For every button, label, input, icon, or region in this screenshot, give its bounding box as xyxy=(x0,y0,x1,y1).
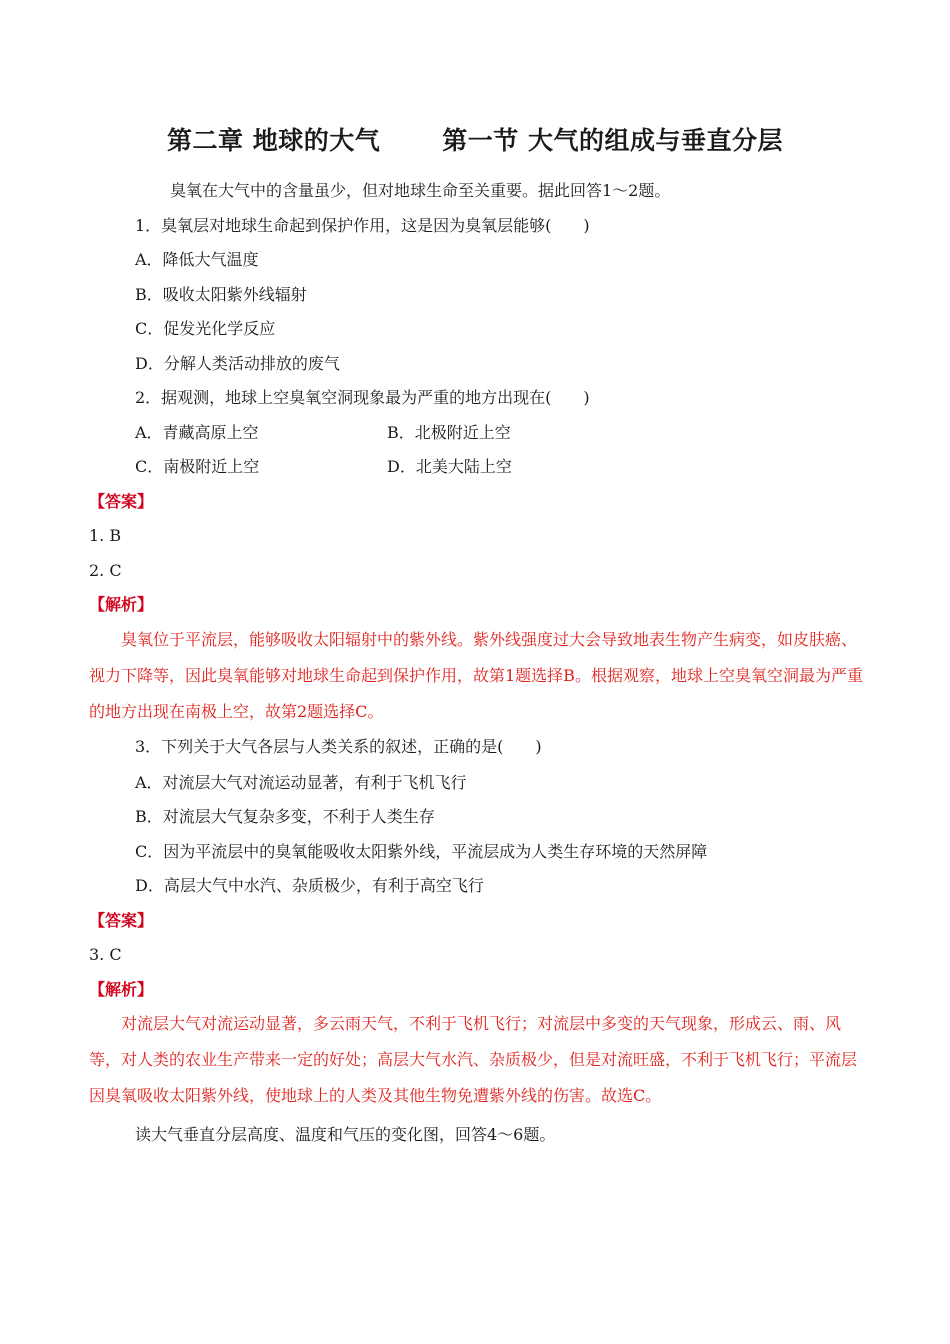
answer-2: 2. C xyxy=(89,561,122,580)
answer-label-2: 【答案】 xyxy=(89,911,154,930)
question-2-option-b: B．北极附近上空 xyxy=(387,423,511,442)
question-1-option-b: B．吸收太阳紫外线辐射 xyxy=(135,285,307,304)
question-2-option-a: A．青藏高原上空 xyxy=(135,423,259,442)
question-3-option-a: A．对流层大气对流运动显著，有利于飞机飞行 xyxy=(135,773,467,792)
intro-text-2: 读大气垂直分层高度、温度和气压的变化图，回答4～6题。 xyxy=(135,1125,556,1144)
question-1-stem: 1．臭氧层对地球生命起到保护作用，这是因为臭氧层能够( ) xyxy=(135,216,590,235)
question-2-stem: 2．据观测，地球上空臭氧空洞现象最为严重的地方出现在( ) xyxy=(135,388,590,407)
question-1-option-c: C．促发光化学反应 xyxy=(135,319,276,338)
question-3-option-b: B．对流层大气复杂多变，不利于人类生存 xyxy=(135,807,435,826)
analysis-label-2: 【解析】 xyxy=(89,980,154,999)
intro-text-1: 臭氧在大气中的含量虽少，但对地球生命至关重要。据此回答1～2题。 xyxy=(170,181,671,200)
question-1-option-a: A．降低大气温度 xyxy=(135,250,259,269)
question-3-option-d: D．高层大气中水汽、杂质极少，有利于高空飞行 xyxy=(135,876,484,895)
analysis-text-1: 臭氧位于平流层，能够吸收太阳辐射中的紫外线。紫外线强度过大会导致地表生物产生病变，如皮肤癌、视力下降等，因此臭氧能够对地球生命起到保护作用，故第1题选择B。根据观察，地球上空臭氧空洞最为严重的地方出现在南极上空，故第2题选择C。 xyxy=(89,630,863,721)
answer-3: 3. C xyxy=(89,945,122,964)
question-2-option-c: C．南极附近上空 xyxy=(135,457,260,476)
question-1-option-d: D．分解人类活动排放的废气 xyxy=(135,354,340,373)
question-3-option-c: C．因为平流层中的臭氧能吸收太阳紫外线，平流层成为人类生存环境的天然屏障 xyxy=(135,842,708,861)
analysis-text-2: 对流层大气对流运动显著，多云雨天气，不利于飞机飞行；对流层中多变的天气现象，形成云、雨、风等，对人类的农业生产带来一定的好处；高层大气水汽、杂质极少，但是对流旺盛，不利于飞机飞行；平流层因臭氧吸收太阳紫外线，使地球上的人类及其他生物免遭紫外线的伤害。故选C。 xyxy=(89,1014,858,1105)
answer-label: 【答案】 xyxy=(89,492,154,511)
chapter-title: 第二章 地球的大气 xyxy=(167,126,381,155)
answer-1: 1. B xyxy=(89,526,122,545)
question-2-option-d: D．北美大陆上空 xyxy=(387,457,512,476)
page-title xyxy=(0,124,950,158)
analysis-label: 【解析】 xyxy=(89,595,154,614)
section-title: 第一节 大气的组成与垂直分层 xyxy=(442,126,783,155)
question-3-stem: 3．下列关于大气各层与人类关系的叙述，正确的是( ) xyxy=(135,737,542,756)
